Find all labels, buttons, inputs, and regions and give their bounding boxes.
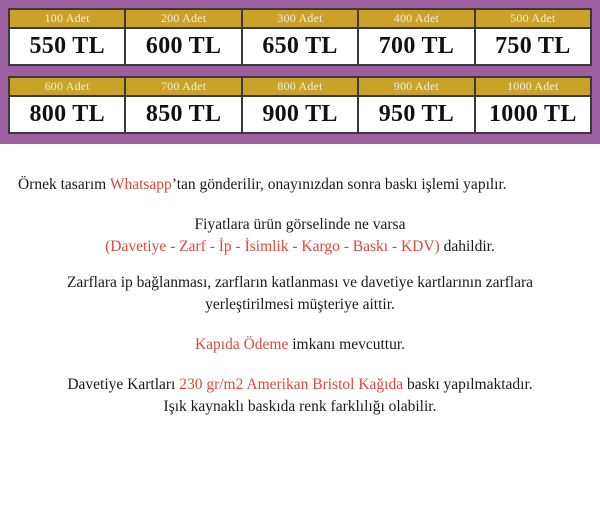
note-whatsapp-suffix: ’tan gönderilir, onayınızdan sonra baskı işlemi yapılır. <box>171 176 507 193</box>
quantity-label: 1000 Adet <box>476 78 590 97</box>
price-value: 1000 TL <box>488 101 577 127</box>
note-whatsapp-prefix: Örnek tasarım <box>18 176 110 193</box>
note-customer-responsibility <box>18 272 582 316</box>
note-paper-line2: Işık kaynaklı baskıda renk farklılığı olabilir. <box>163 398 437 415</box>
note-paper-highlight: 230 gr/m2 Amerikan Bristol Kağıda <box>179 376 404 393</box>
note-paper <box>18 374 582 418</box>
note-paper-suffix: baskı yapılmaktadır. <box>403 376 533 393</box>
pricing-cell <box>243 78 359 132</box>
note-included-tail: dahildir. <box>439 238 495 255</box>
price-value: 600 TL <box>145 33 222 59</box>
note-responsibility-line1: Zarflara ip bağlanması, zarfların katlanması ve davetiye kartlarının zarflara <box>66 274 534 291</box>
quantity-label: 900 Adet <box>359 78 473 97</box>
quantity-label: 200 Adet <box>126 10 240 29</box>
pricing-cell <box>10 78 126 132</box>
note-whatsapp-highlight: Whatsapp <box>109 176 172 193</box>
quantity-label: 600 Adet <box>10 78 124 97</box>
pricing-cell <box>476 78 590 132</box>
pricing-cell <box>126 10 242 64</box>
quantity-label: 700 Adet <box>126 78 240 97</box>
note-payment-tail: imkanı mevcuttur. <box>288 336 406 353</box>
pricing-cell <box>476 10 590 64</box>
note-paper-prefix: Davetiye Kartları <box>67 376 180 393</box>
pricing-cell <box>126 78 242 132</box>
pricing-cell <box>10 10 126 64</box>
note-payment-highlight: Kapıda Ödeme <box>194 336 289 353</box>
pricing-table-panel <box>0 0 600 144</box>
price-value: 750 TL <box>495 33 571 59</box>
note-included-line1: Fiyatlara ürün görselinde ne varsa <box>194 216 406 233</box>
quantity-label: 800 Adet <box>243 78 357 97</box>
price-value: 650 TL <box>262 33 338 59</box>
price-value: 900 TL <box>262 101 338 127</box>
pricing-row <box>8 76 592 134</box>
note-payment <box>18 334 582 356</box>
note-whatsapp <box>18 174 582 196</box>
price-value: 800 TL <box>29 101 105 127</box>
price-value: 700 TL <box>378 33 455 59</box>
quantity-label: 500 Adet <box>476 10 590 29</box>
notes-section <box>0 144 600 418</box>
quantity-label: 100 Adet <box>10 10 124 29</box>
price-value: 550 TL <box>29 33 105 59</box>
pricing-cell <box>359 78 475 132</box>
pricing-row <box>8 8 592 66</box>
price-value: 850 TL <box>145 101 222 127</box>
pricing-cell <box>359 10 475 64</box>
pricing-cell <box>243 10 359 64</box>
note-included-highlight: (Davetiye - Zarf - İp - İsimlik - Kargo - Baskı - KDV) <box>105 238 440 255</box>
note-responsibility-line2: yerleştirilmesi müşteriye aittir. <box>205 296 395 313</box>
price-value: 950 TL <box>378 101 455 127</box>
quantity-label: 400 Adet <box>359 10 473 29</box>
quantity-label: 300 Adet <box>243 10 357 29</box>
note-included <box>18 214 582 258</box>
